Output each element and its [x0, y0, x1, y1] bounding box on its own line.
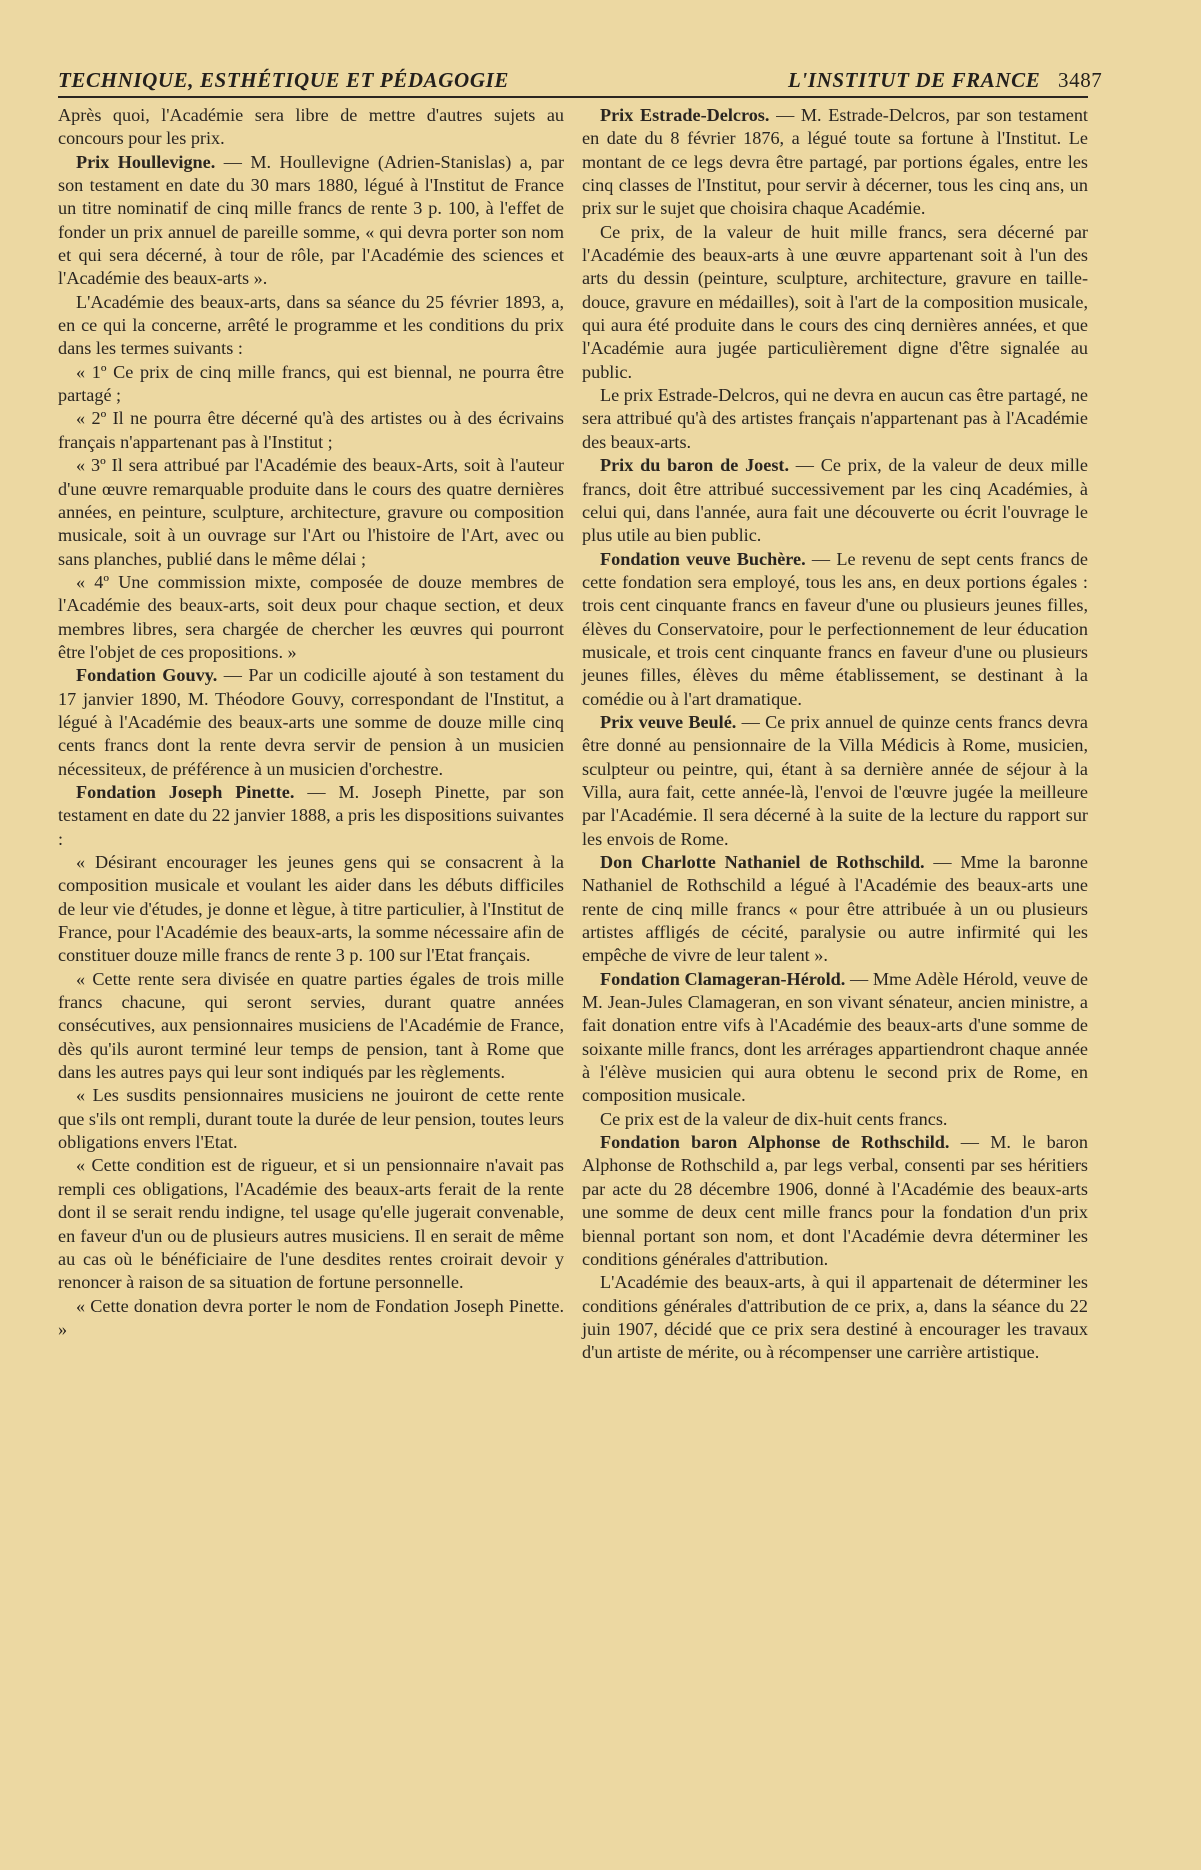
- header-rule: [58, 96, 1088, 98]
- paragraph-text: « 1º Ce prix de cinq mille francs, qui est biennal, ne pourra être partagé ;: [58, 361, 564, 406]
- header-right-title: L'INSTITUT DE FRANCE: [788, 68, 1041, 92]
- paragraph: [58, 454, 564, 571]
- section-title: Prix veuve Beulé.: [600, 711, 737, 732]
- paragraph: [58, 104, 564, 151]
- running-header: [58, 66, 1103, 96]
- paragraph: [582, 384, 1088, 454]
- paragraph-text: Ce prix est de la valeur de dix-huit cents francs.: [600, 1108, 948, 1129]
- paragraph-text: « Désirant encourager les jeunes gens qui se consacrent à la composition musicale et voulant les aider dans les débuts difficiles de leur vie d'études, je donne et lègue, à titre particulier, à l'Institut de France, pour l'Académie des beaux-arts, la somme nécessaire afin de constituer douze mille francs de rente 3 p. 100 sur l'Etat français.: [58, 852, 564, 966]
- paragraph: [58, 291, 564, 361]
- section-title: Fondation Joseph Pinette.: [76, 781, 295, 802]
- paragraph-text: « Cette rente sera divisée en quatre parties égales de trois mille francs chacune, qui seront servies, durant quatre années consécutives, aux pensionnaires musiciens de l'Académie de France, dès qu'ils auront terminé leur temps de pension, tant à Rome que dans les autres pays qui leur sont indiqués par les règlements.: [58, 968, 564, 1083]
- paragraph: [58, 361, 564, 408]
- paragraph: [582, 548, 1088, 711]
- section-title: Prix Houllevigne.: [76, 151, 216, 172]
- right-column: [582, 104, 1088, 1365]
- paragraph-text: L'Académie des beaux-arts, dans sa séance du 25 février 1893, a, en ce qui la concerne, arrêté le programme et les conditions du prix dans les termes suivants :: [58, 291, 564, 359]
- paragraph: [58, 968, 564, 1085]
- paragraph-text: « Les susdits pensionnaires musiciens ne jouiront de cette rente que s'ils ont rempli, durant toute la durée de leur pension, toutes leurs obligations envers l'Etat.: [58, 1085, 564, 1153]
- paragraph: [58, 851, 564, 968]
- section-title: Prix du baron de Joest.: [600, 455, 790, 476]
- paragraph-text: — Par un codicille ajouté à son testament du 17 janvier 1890, M. Théodore Gouvy, correspondant de l'Institut, a légué à l'Académie des beaux-arts une somme de douze mille cinq cents francs dont la rente devra servir de pension à un musicien nécessiteux, de préférence à un musicien d'orchestre.: [58, 665, 564, 779]
- paragraph-text: — Le revenu de sept cents francs de cette fondation sera employé, tous les ans, en deux portions égales : trois cent cinquante francs en faveur d'une ou plusieurs jeunes filles, élèves du Conservatoire, pour le perfectionnement de leur éducation musicale, et trois cent cinquante francs en faveur d'une ou plusieurs jeunes filles, élèves du même établissement, se destinant à la comédie ou à l'art dramatique.: [582, 548, 1088, 709]
- section-title: Fondation Clamageran-Hérold.: [600, 968, 846, 989]
- paragraph-text: « Cette condition est de rigueur, et si un pensionnaire n'avait pas rempli ces obligations, l'Académie des beaux-arts ferait de la rente dont il se serait rendu indigne, tel usage qu'elle jugerait convenable, en faveur d'un ou de plusieurs autres musiciens. Il en serait de même au cas où le bénéficiaire de l'une desdites rentes croirait devoir y renoncer à raison de sa situation de fortune personnelle.: [58, 1155, 564, 1293]
- section-title: Don Charlotte Nathaniel de Rothschild.: [600, 852, 925, 872]
- paragraph: [582, 454, 1088, 547]
- paragraph-text: — Mme Adèle Hérold, veuve de M. Jean-Jules Clamageran, en son vivant sénateur, ancien ministre, a fait donation entre vifs à l'Académie des beaux-arts d'une somme de soixante mille francs, dont les arrérages appartiendront chaque année à l'élève musicien qui aura obtenu le second prix de Rome, en composition musicale.: [582, 968, 1088, 1106]
- paragraph-text: L'Académie des beaux-arts, à qui il appartenait de déterminer les conditions générales d'attribution de ce prix, a, dans la séance du 22 juin 1907, décidé que ce prix sera destiné à encourager les travaux d'un artiste de mérite, ou à récompenser une carrière artistique.: [582, 1272, 1088, 1363]
- paragraph: [58, 664, 564, 781]
- paragraph-text: — M. Houllevigne (Adrien-Stanislas) a, par son testament en date du 30 mars 1880, légué à l'Institut de France un titre nominatif de cinq mille francs de rente 3 p. 100, à l'effet de fonder un prix annuel de pareille somme, « qui devra porter son nom et qui sera décerné, à tour de rôle, par l'Académie des sciences et l'Académie des beaux-arts ».: [58, 151, 565, 289]
- section-title: Fondation baron Alphonse de Rothschild.: [600, 1132, 950, 1153]
- paragraph-text: Ce prix, de la valeur de huit mille francs, sera décerné par l'Académie des beaux-arts à une œuvre appartenant soit à l'un des arts du dessin (peinture, sculpture, architecture, gravure en taille-douce, gravure en médailles), soit à l'art de la composition musicale, qui aura été produite dans le cours des cinq dernières années, et que l'Académie aura jugée particulièrement digne d'être signalée au public.: [582, 221, 1088, 382]
- paragraph-text: « 3º Il sera attribué par l'Académie des beaux-Arts, soit à l'auteur d'une œuvre remarquable produite dans le cours des quatre dernières années, en peinture, sculpture, architecture, gravure ou composition musicale, soit à un ouvrage sur l'Art ou l'histoire de l'Art, avec ou sans planches, publié dans le même délai ;: [58, 455, 564, 569]
- section-title: Fondation veuve Buchère.: [600, 548, 806, 569]
- paragraph: [58, 1084, 564, 1154]
- paragraph: [582, 1108, 1088, 1131]
- paragraph-text: — M. le baron Alphonse de Rothschild a, par legs verbal, consenti par ses héritiers par acte du 28 décembre 1906, donné à l'Académie des beaux-arts une somme de deux cent mille francs pour la fondation d'un prix biennal portant son nom, et dont l'Académie devra déterminer les conditions générales d'attribution.: [582, 1132, 1088, 1269]
- paragraph: [58, 781, 564, 851]
- paragraph-text: « Cette donation devra porter le nom de Fondation Joseph Pinette. »: [58, 1295, 564, 1339]
- page-number: 3487: [1058, 68, 1103, 92]
- section-title: Prix Estrade-Delcros.: [600, 105, 770, 125]
- paragraph-text: Après quoi, l'Académie sera libre de mettre d'autres sujets au concours pour les prix.: [58, 105, 564, 149]
- left-column: [58, 104, 564, 1341]
- paragraph: [58, 571, 564, 664]
- paragraph-text: — Ce prix, de la valeur de deux mille francs, doit être attribué successivement par les cinq Académies, à celui qui, dans l'année, aura fait une découverte ou écrit l'ouvrage le plus utile au bien public.: [582, 455, 1088, 546]
- paragraph: [58, 407, 564, 454]
- paragraph: [582, 221, 1088, 384]
- paragraph: [582, 968, 1088, 1108]
- paragraph: [582, 104, 1088, 221]
- paragraph: [58, 1154, 564, 1294]
- paragraph-text: « 4º Une commission mixte, composée de douze membres de l'Académie des beaux-arts, soit deux pour chaque section, et deux membres libres, sera chargée de chercher les œuvres qui pourront être l'objet de ces propositions. »: [58, 571, 564, 662]
- paragraph: [582, 1271, 1088, 1364]
- paragraph-text: — Mme la baronne Nathaniel de Rothschild a légué à l'Académie des beaux-arts une rente de cinq mille francs « pour être attribuée à un ou plusieurs artistes affligés de cécité, paralysie ou autre infirmité qui les empêche de vivre de leur talent ».: [582, 852, 1088, 966]
- paragraph: [582, 711, 1088, 851]
- paragraph: [58, 151, 564, 291]
- paragraph-text: Le prix Estrade-Delcros, qui ne devra en aucun cas être partagé, ne sera attribué qu'à des artistes français n'appartenant pas à l'Académie des beaux-arts.: [582, 385, 1088, 452]
- header-left-title: TECHNIQUE, ESTHÉTIQUE ET PÉDAGOGIE: [58, 68, 509, 92]
- paragraph-text: — M. Joseph Pinette, par son testament en date du 22 janvier 1888, a pris les dispositions suivantes :: [58, 781, 565, 849]
- paragraph-text: — Ce prix annuel de quinze cents francs devra être donné au pensionnaire de la Villa Médicis à Rome, musicien, sculpteur ou peintre, qui, étant à sa dernière année de séjour à la Villa, aura fait, cette année-là, l'envoi de l'œuvre jugée la meilleure par l'Académie. Il sera décerné à la suite de la lecture du rapport sur les envois de Rome.: [582, 711, 1088, 849]
- paragraph: [582, 851, 1088, 968]
- paragraph: [582, 1131, 1088, 1271]
- paragraph-text: — M. Estrade-Delcros, par son testament en date du 8 février 1876, a légué toute sa fortune à l'Institut. Le montant de ce legs devra être partagé, par portions égales, entre les cinq classes de l'Institut, pour servir à décerner, tous les cinq ans, un prix sur le sujet que choisira chaque Académie.: [582, 105, 1088, 219]
- paragraph-text: « 2º Il ne pourra être décerné qu'à des artistes ou à des écrivains français n'appartenant pas à l'Institut ;: [58, 408, 564, 452]
- paragraph: [58, 1295, 564, 1342]
- section-title: Fondation Gouvy.: [76, 665, 218, 686]
